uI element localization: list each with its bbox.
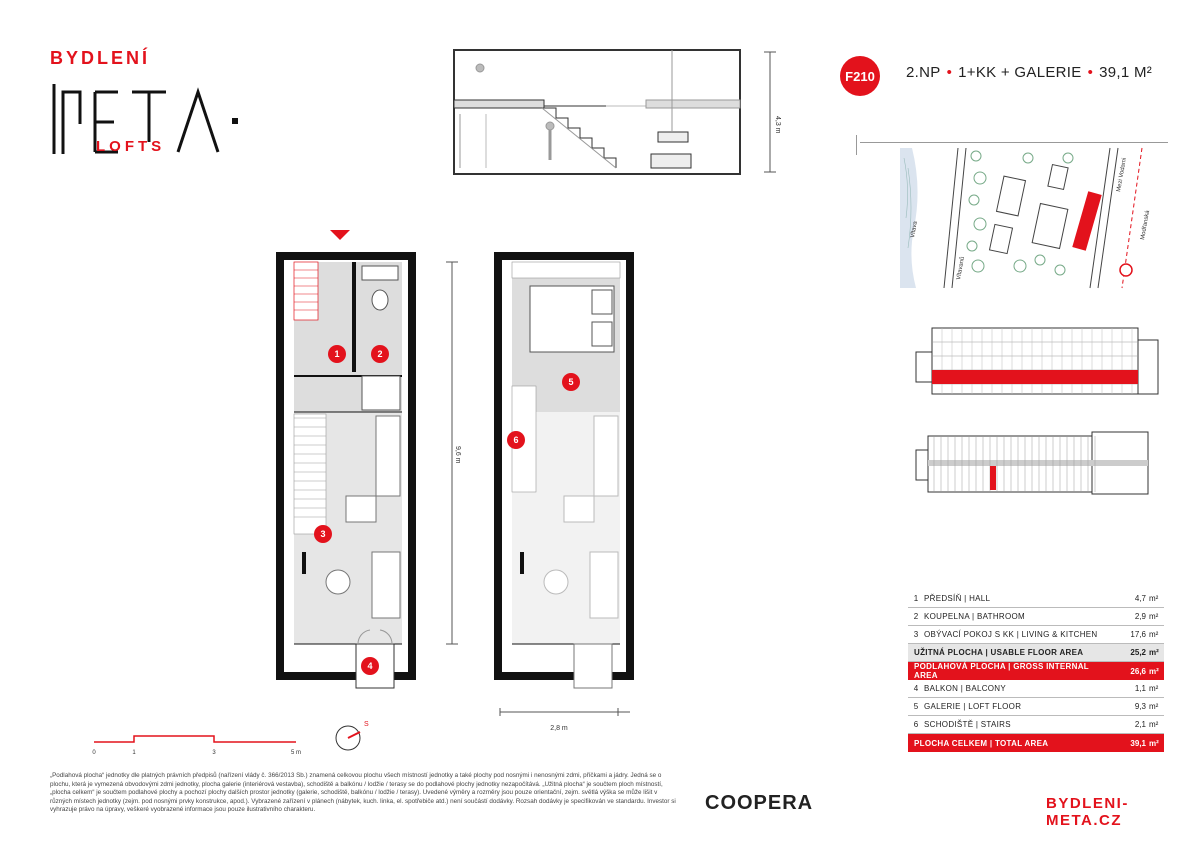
location-map bbox=[900, 148, 1168, 288]
area-unit: m² bbox=[1149, 666, 1159, 676]
map-label: Modřanská bbox=[1140, 210, 1152, 241]
area-unit: m² bbox=[1149, 648, 1159, 657]
area-num: 6 bbox=[913, 720, 919, 729]
area-num: 4 bbox=[913, 684, 919, 693]
map-label: Vltava bbox=[910, 220, 919, 239]
area-value: 2,1 bbox=[1134, 720, 1146, 729]
area-num: 1 bbox=[913, 594, 919, 603]
area-label: OBÝVACÍ POKOJ S KK | LIVING & KITCHEN bbox=[924, 630, 1098, 639]
area-unit: m² bbox=[1149, 630, 1159, 639]
area-unit: m² bbox=[1149, 594, 1159, 603]
room-number: 4 bbox=[367, 661, 373, 671]
divider bbox=[856, 135, 857, 155]
unit-area: 39,1 M² bbox=[1099, 64, 1153, 81]
brand-top: BYDLENÍ bbox=[50, 48, 151, 68]
area-label: BALKON | BALCONY bbox=[924, 684, 1007, 693]
unit-layout: 1+KK + GALERIE bbox=[958, 64, 1082, 81]
website-link[interactable]: BYDLENI-META.CZ bbox=[1046, 795, 1129, 829]
area-value: 1,1 bbox=[1134, 684, 1146, 693]
floor-key-plan bbox=[912, 428, 1162, 500]
area-label: PLOCHA CELKEM | TOTAL AREA bbox=[914, 738, 1049, 748]
width-dimension bbox=[494, 704, 624, 734]
map-label: Vltavanů bbox=[956, 256, 967, 281]
unit-badge: F210 bbox=[840, 56, 880, 96]
area-row bbox=[908, 590, 1164, 608]
scale-tick: 3 bbox=[212, 750, 216, 756]
area-row bbox=[908, 716, 1164, 734]
area-value: 2,9 bbox=[1134, 612, 1146, 621]
room-number: 3 bbox=[320, 529, 326, 539]
area-unit: m² bbox=[1149, 612, 1159, 621]
area-value: 4,7 bbox=[1134, 594, 1146, 603]
gross-area-row bbox=[908, 662, 1164, 680]
map-label: Mezi Vodami bbox=[1116, 157, 1128, 193]
entrance-arrow-icon bbox=[330, 230, 350, 240]
area-row bbox=[908, 626, 1164, 644]
section-drawing bbox=[446, 44, 796, 180]
compass-label: S bbox=[364, 721, 369, 728]
plan-ground bbox=[280, 256, 412, 688]
scale-tick: 5 m bbox=[290, 750, 302, 756]
area-label: SCHODIŠTĚ | STAIRS bbox=[924, 720, 1011, 729]
unit-floor: 2.NP bbox=[906, 64, 941, 81]
plan-gallery-body bbox=[498, 256, 630, 688]
unit-spec bbox=[906, 64, 1152, 81]
area-row bbox=[908, 680, 1164, 698]
area-num: 2 bbox=[913, 612, 919, 621]
area-label: GALERIE | LOFT FLOOR bbox=[924, 702, 1022, 711]
area-label: KOUPELNA | BATHROOM bbox=[924, 612, 1025, 621]
floor-plans bbox=[80, 222, 574, 742]
area-label: PODLAHOVÁ PLOCHA | GROSS INTERNAL AREA bbox=[914, 662, 1089, 680]
area-value: 39,1 bbox=[1130, 738, 1146, 748]
area-value: 9,3 bbox=[1134, 702, 1146, 711]
scale-tick: 1 bbox=[132, 750, 136, 756]
total-area-row bbox=[908, 734, 1164, 752]
plan-width-label: 2,8 m bbox=[550, 725, 568, 732]
room-number: 5 bbox=[568, 377, 574, 387]
area-table bbox=[908, 590, 1164, 752]
area-num: 5 bbox=[913, 702, 919, 711]
scale-tick: 0 bbox=[92, 750, 96, 756]
area-unit: m² bbox=[1149, 720, 1159, 729]
area-value: 26,6 bbox=[1130, 666, 1146, 676]
area-label: UŽITNÁ PLOCHA | USABLE FLOOR AREA bbox=[914, 648, 1084, 657]
room-number: 2 bbox=[377, 349, 383, 359]
divider bbox=[860, 142, 1168, 143]
section-height-label: 4,3 m bbox=[774, 116, 781, 134]
usable-area-row bbox=[908, 644, 1164, 662]
developer-logo: COOPERA bbox=[705, 792, 814, 814]
plan-height-label: 9,6 m bbox=[454, 446, 461, 464]
compass-icon bbox=[330, 716, 370, 756]
area-unit: m² bbox=[1149, 702, 1159, 711]
room-number: 1 bbox=[334, 349, 340, 359]
area-label: PŘEDSÍŇ | HALL bbox=[924, 594, 991, 603]
legal-note: „Podlahová plocha“ jednotky dle platných právních předpisů (nařízení vlády č. 366/2013 Sb.) znamená celkovou plochu všech místností jednotky a také plochy pod nosnými i nenosnými zdmi, příčkami a jádry. Jedná se o plochu, která je vymezená obvodovými zdmi jednotky, plocha galerie (interiérová vestavba), schodiště a balkónu / lodžie / terasy se do podlahové plochy jednotky nezapočítává. „Užitná plocha“ je součtem ploch místností, „plocha celkem“ je součtem podlahové plochy a pochozí plochy dalších prostor jednotky (galerie, schodiště, balkónu / lodžie / terasy). Uvedené výměry a rozměry jsou pouze orientační, zejm. světlá výška se může lišit v různých místech jednotky (zejm. pod nosnými prvky konstrukce, apod.). Vybrazené zařízení v plánech (nábytek, kuch. linka, el. spotřebiče atd.) není součástí dodávky. Rozsah dodávky je specifikován ve standardu. Investor si vyhrazuje právo na úpravy, veškeré vyobrazené informace jsou pouze ilustrativního charakteru. bbox=[50, 772, 676, 813]
brand-sub: LOFTS bbox=[96, 138, 166, 155]
area-unit: m² bbox=[1149, 738, 1159, 748]
building-elevation bbox=[912, 320, 1162, 398]
area-row bbox=[908, 608, 1164, 626]
bullet: • bbox=[1087, 64, 1094, 81]
area-unit: m² bbox=[1149, 684, 1159, 693]
room-number: 6 bbox=[513, 435, 519, 445]
area-row bbox=[908, 698, 1164, 716]
area-value: 25,2 bbox=[1130, 648, 1146, 657]
area-num: 3 bbox=[913, 630, 919, 639]
area-value: 17,6 bbox=[1130, 630, 1146, 639]
bullet: • bbox=[946, 64, 953, 81]
